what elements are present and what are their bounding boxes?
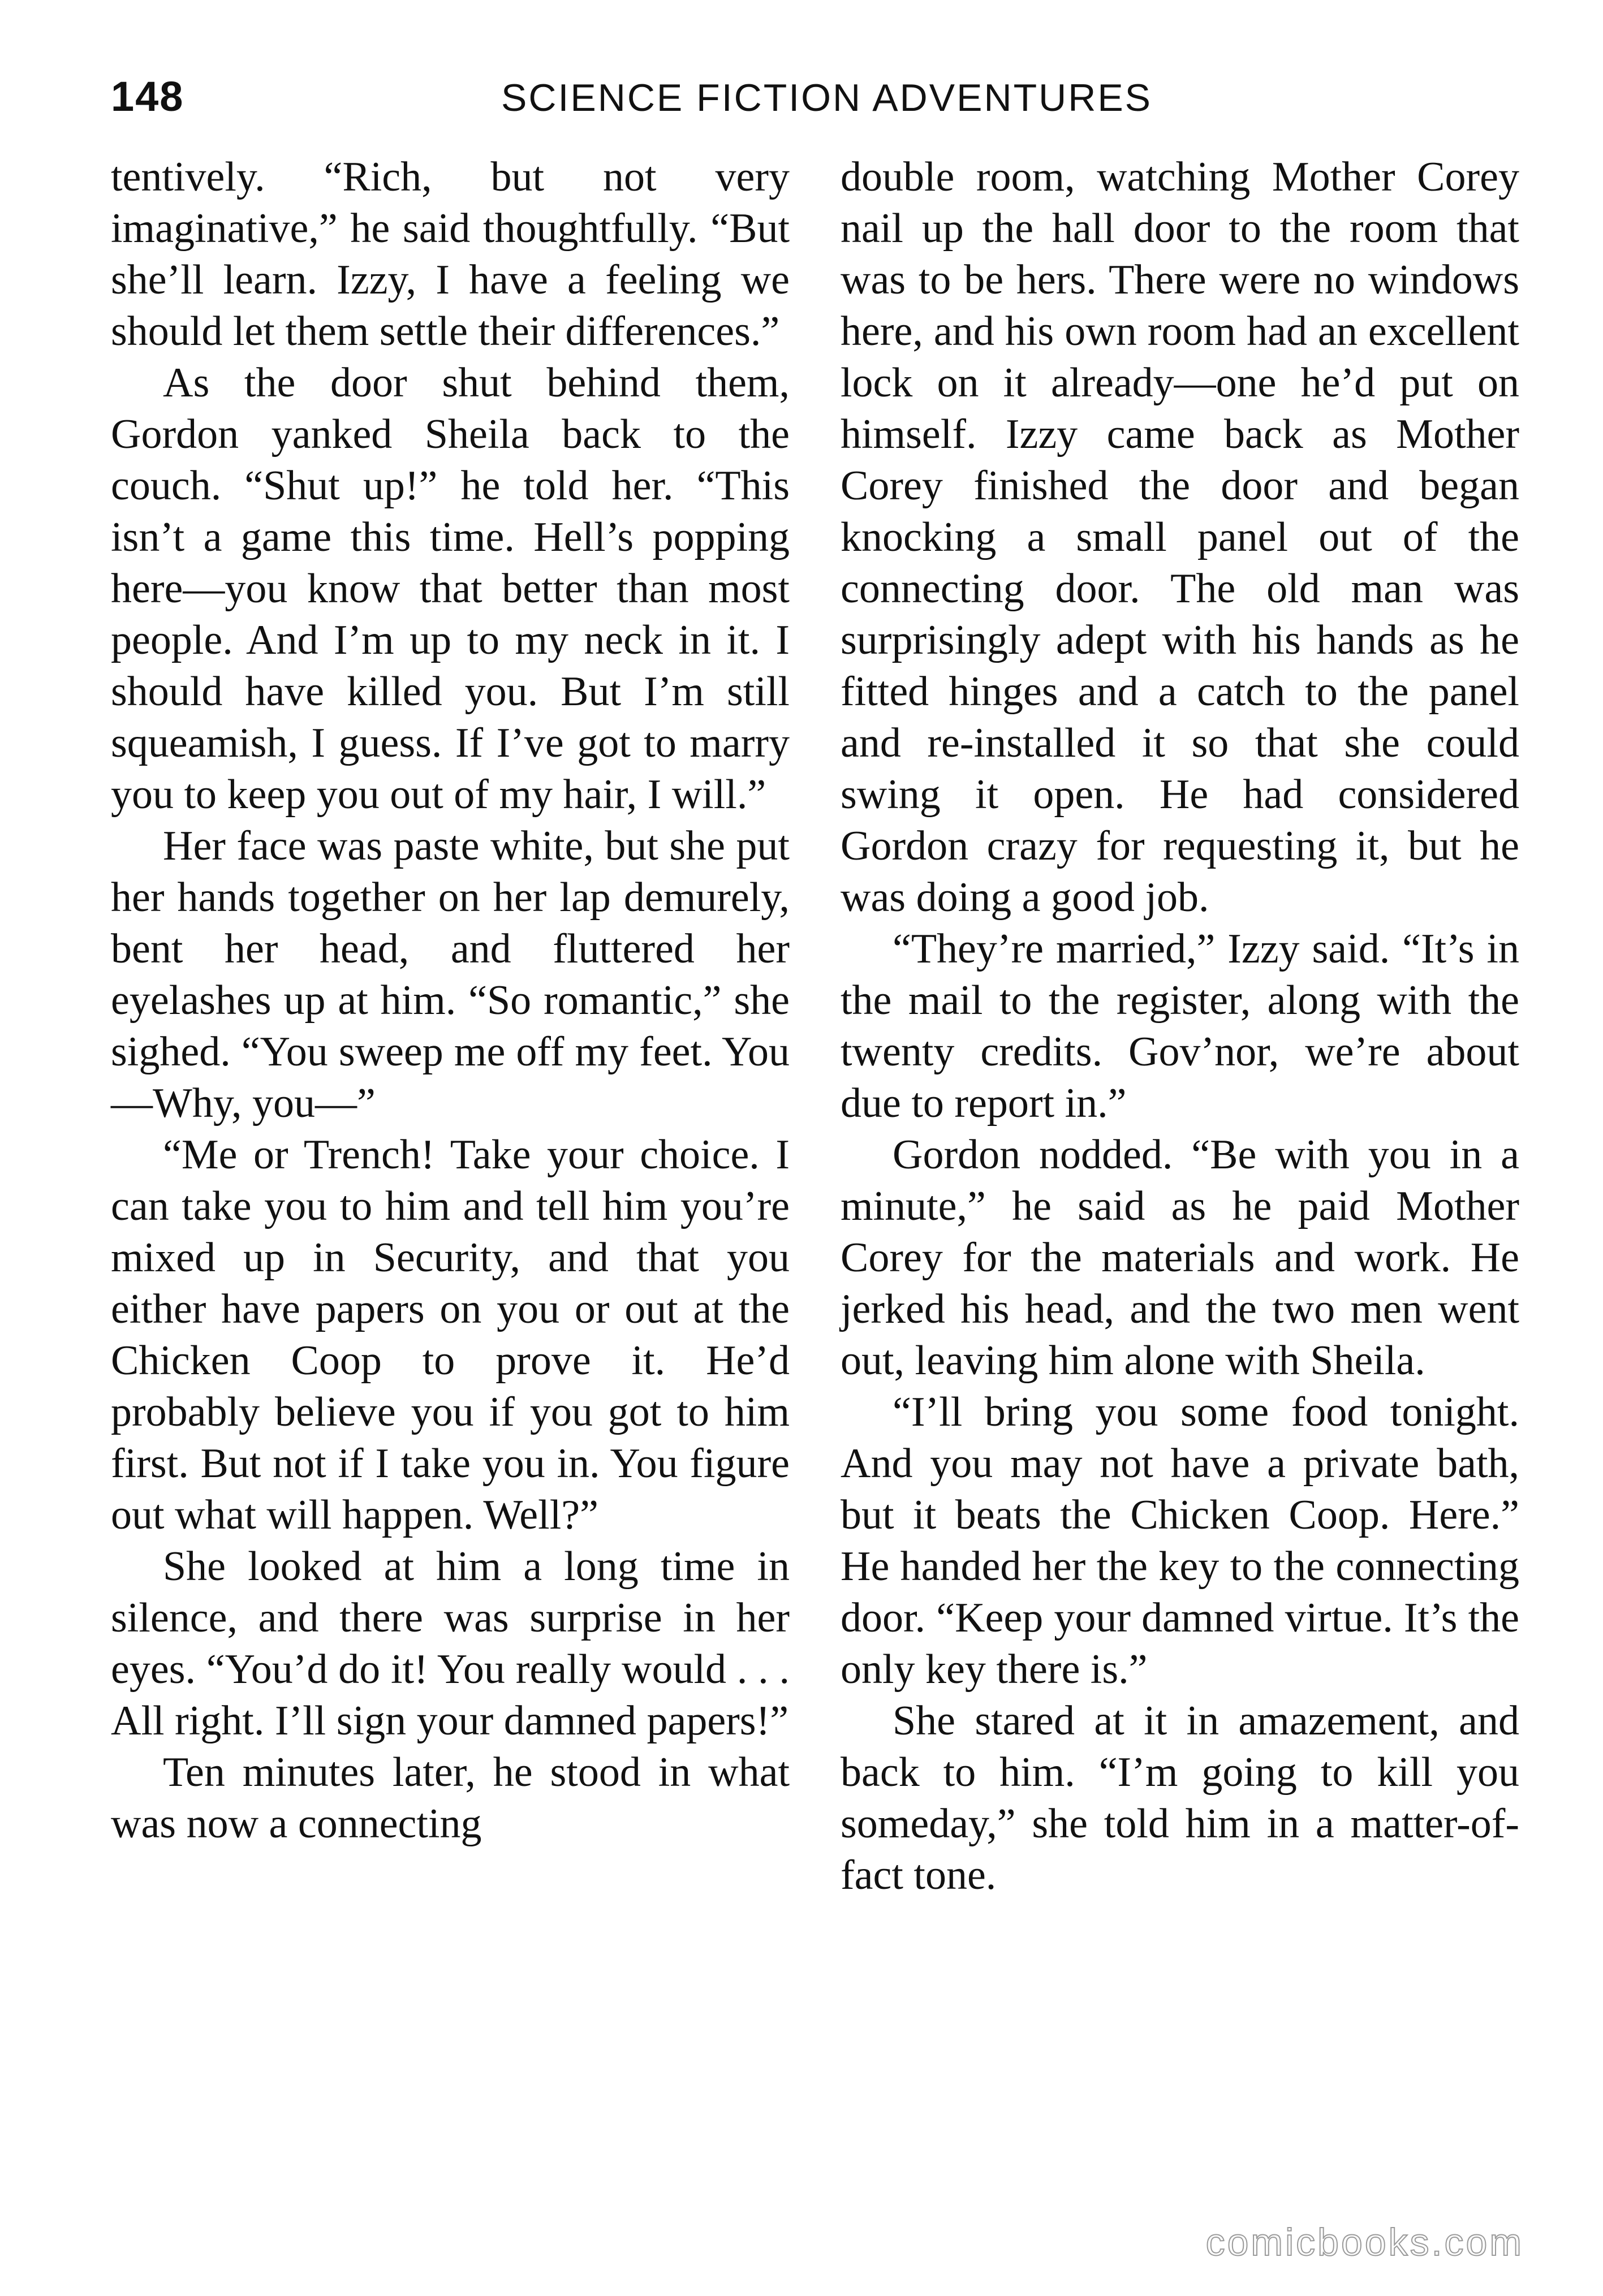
paragraph: “They’re married,” Izzy said. “It’s in the mail to the register, along with the twenty credits. Gov’nor, we’re about due to report in.”: [841, 926, 1519, 1127]
paragraph: “I’ll bring you some food tonight. And you may not have a private bath, but it beats the Chicken Coop. Here.” He handed her the key to the connecting door. “Keep your damned virtue. It’s the only key there is.”: [841, 1389, 1519, 1693]
paragraph: “Me or Trench! Take your choice. I can take you to him and tell him you’re mixed up in Security, and that you either have papers on you or out at the Chicken Coop to prove it. He’d probably believe you if you got to him first. But not if I take you in. You figure out what will happen. Well?”: [111, 1132, 790, 1538]
paragraph: As the door shut behind them, Gordon yanked Sheila back to the couch. “Shut up!” he told her. “This isn’t a game this time. Hell’s popping here—you know that better than most people. And I’m up to my neck in it. I should have killed you. But I’m still squeamish, I guess. If I’ve got to marry you to keep you out of my hair, I will.”: [111, 360, 790, 818]
paragraph: double room, watching Mother Corey nail up the hall door to the room that was to be hers. There were no windows here, and his own room had an excellent lock on it already—one he’d put on himself. Izzy came back as Mother Corey finished the door and began knocking a small panel out of the connecting door. The old man was surprisingly adept with his hands as he fitted hinges and a catch to the panel and re-installed it so that she could swing it open. He had considered Gordon crazy for requesting it, but he was doing a good job.: [841, 154, 1519, 921]
paragraph: Gordon nodded. “Be with you in a minute,” he said as he paid Mother Corey for the materials and work. He jerked his head, and the two men went out, leaving him alone with Sheila.: [841, 1132, 1519, 1384]
running-head: SCIENCE FICTION ADVENTURES: [501, 76, 1153, 119]
page-header: [111, 72, 1153, 135]
right-column: [841, 152, 1519, 1901]
paragraph: Her face was paste white, but she put her hands together on her lap demurely, bent her head, and fluttered her eyelashes up at him. “So romantic,” she sighed. “You sweep me off my feet. You—Why, you—”: [111, 823, 790, 1127]
paragraph: She looked at him a long time in silence, and there was surprise in her eyes. “You’d do it! You really would . . . All right. I’ll sign your damned papers!”: [111, 1543, 790, 1744]
paragraph: tentively. “Rich, but not very imaginative,” he said thoughtfully. “But she’ll learn. Izzy, I have a feeling we should let them settle their differences.”: [111, 154, 790, 355]
paragraph: She stared at it in amazement, and back to him. “I’m going to kill you someday,” she told him in a matter-of-fact tone.: [841, 1698, 1519, 1898]
left-column: [111, 152, 790, 1850]
watermark: comicbooks.com: [1205, 2221, 1524, 2264]
page-number: 148: [111, 73, 184, 120]
paragraph: Ten minutes later, he stood in what was now a connecting: [111, 1749, 790, 1847]
